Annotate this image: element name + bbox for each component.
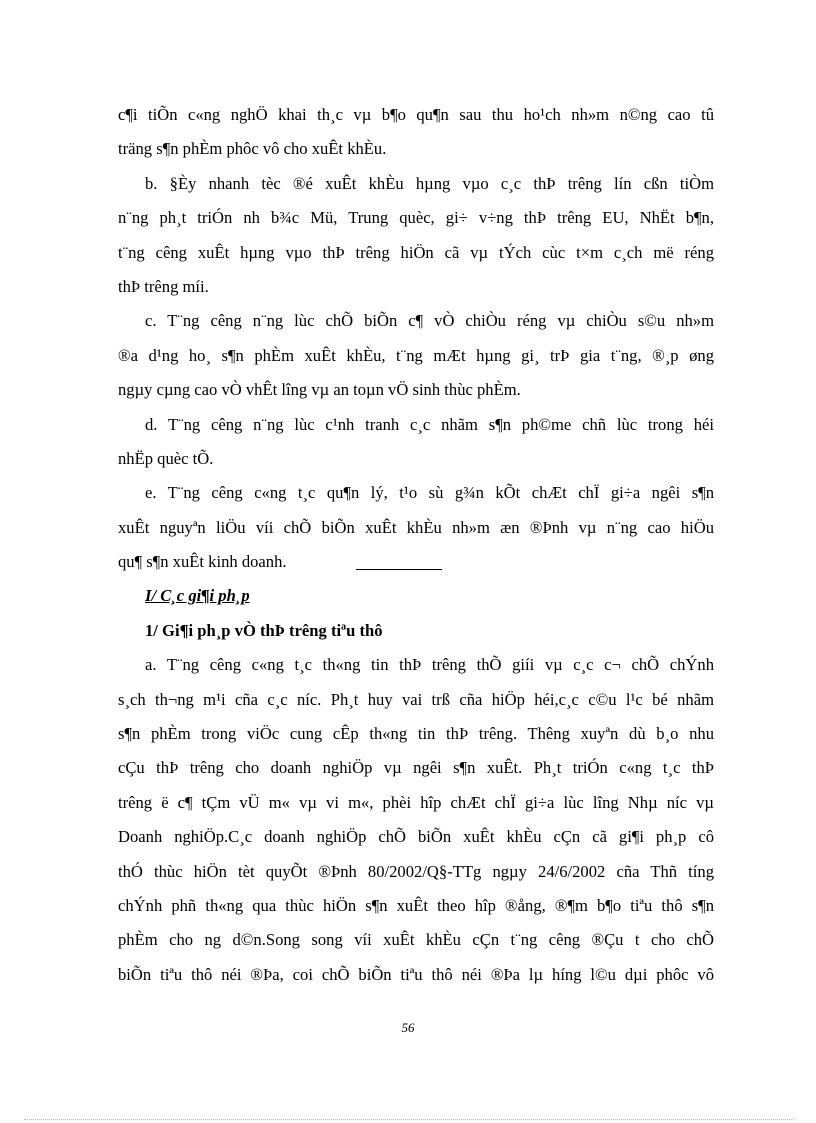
paragraph-line: [118, 98, 714, 132]
line-text: phÈm cho ng d©n.Song song víi xuÊt khÈu cÇn t¨ng cêng ®Çu t cho chÕ: [118, 930, 714, 950]
section-heading: [118, 579, 714, 613]
line-text: s¸ch th¬ng m¹i cña c¸c níc. Ph¸t huy vai trß cña hiÖp héi,c¸c c©u l¹c bé nhãm: [118, 689, 714, 709]
paragraph-line: [118, 648, 714, 682]
paragraph-line: [118, 683, 714, 717]
paragraph-line: [118, 339, 714, 373]
paragraph-line: [118, 236, 714, 270]
page-number: 56: [401, 1020, 415, 1035]
paragraph-line: [118, 855, 714, 889]
line-text: thÞ trêng míi.: [118, 276, 209, 296]
line-text: a. T¨ng cêng c«ng t¸c th«ng tin thÞ trêng thÕ giíi vµ c¸c c¬ chÕ chÝnh: [145, 655, 714, 675]
line-text: cÇu thÞ trêng cho doanh nghiÖp vµ ngêi s¶n xuÊt. Ph¸t triÓn c«ng t¸c thÞ: [118, 758, 714, 778]
paragraph-line: [118, 373, 714, 407]
line-text: ®a d¹ng ho¸ s¶n phÈm xuÊt khÈu, t¨ng mÆt hµng gi¸ trÞ gia t¨ng, ®¸p øng: [118, 345, 714, 365]
paragraph-line: [118, 889, 714, 923]
line-text: qu¶ s¶n xuÊt kinh doanh.: [118, 552, 287, 572]
page-bottom-edge: [24, 1119, 794, 1120]
paragraph-line: [118, 201, 714, 235]
paragraph-line: [118, 408, 714, 442]
horizontal-rule: [356, 569, 442, 570]
subsection-heading: [118, 614, 714, 648]
paragraph-line: [118, 132, 714, 166]
line-text: träng s¶n phÈm phôc vô cho xuÊt khÈu.: [118, 139, 387, 159]
section-heading-text: I/ C¸c gi¶i ph¸p: [145, 586, 250, 606]
paragraph-line: [118, 923, 714, 957]
line-text: biÕn tiªu thô néi ®Þa, coi chÕ biÕn tiªu thô néi ®Þa lµ híng l©u dµi phôc vô: [118, 964, 714, 984]
line-text: nhËp quèc tÕ.: [118, 448, 214, 468]
subsection-heading-text: 1/ Gi¶i ph¸p vÒ thÞ trêng tiªu thô: [145, 620, 383, 640]
line-text: c¶i tiÕn c«ng nghÖ khai th¸c vµ b¶o qu¶n sau thu ho¹ch nh»m n©ng cao tû: [118, 105, 714, 124]
line-text: n¨ng ph¸t triÓn nh b¾c Mü, Trung quèc, gi÷ v÷ng thÞ trêng EU, NhËt b¶n,: [118, 208, 714, 228]
paragraph-line: [118, 786, 714, 820]
line-text: trêng ë c¶ tÇm vÜ m« vµ vi m«, phèi hîp chÆt chÏ gi÷a lùc lîng Nhµ níc vµ: [118, 792, 714, 812]
paragraph-line: [118, 304, 714, 338]
line-text: chÝnh phñ th«ng qua thùc hiÖn s¶n xuÊt theo hîp ®ång, ®¶m b¶o tiªu thô s¶n: [118, 895, 714, 915]
line-text: ngµy cµng cao vÒ vhÊt lîng vµ an toµn vÖ sinh thùc phÈm.: [118, 380, 521, 400]
line-text: s¶n phÈm trong viÖc cung cÊp th«ng tin thÞ trêng. Thêng xuyªn dù b¸o nhu: [118, 724, 714, 744]
paragraph-line: [118, 717, 714, 751]
paragraph-line: [118, 751, 714, 785]
line-text: xuÊt nguyªn liÖu víi chÕ biÕn xuÊt khÈu nh»m æn ®Þnh vµ n¨ng cao hiÖu: [118, 517, 714, 537]
paragraph-line: [118, 511, 714, 545]
line-text: t¨ng cêng xuÊt hµng vµo thÞ trêng hiÖn cã vµ tÝch cùc t×m c¸ch më réng: [118, 242, 714, 262]
line-text: e. T¨ng cêng c«ng t¸c qu¶n lý, t¹o sù g¾n kÕt chÆt chÏ gi÷a ngêi s¶n: [145, 483, 714, 503]
body-text: [118, 98, 714, 992]
paragraph-line: [118, 476, 714, 510]
paragraph-line: [118, 442, 714, 476]
line-text: c. T¨ng cêng n¨ng lùc chÕ biÕn c¶ vÒ chiÒu réng vµ chiÒu s©u nh»m: [145, 311, 714, 331]
paragraph-line: [118, 958, 714, 992]
line-text: b. §Èy nhanh tèc ®é xuÊt khÈu hµng vµo c¸c thÞ trêng lín cßn tiÒm: [145, 173, 714, 193]
line-text: d. T¨ng cêng n¨ng lùc c¹nh tranh c¸c nhãm s¶n ph©me chñ lùc trong héi: [145, 414, 714, 434]
paragraph-line: [118, 270, 714, 304]
paragraph-line: [118, 545, 714, 579]
line-text: Doanh nghiÖp.C¸c doanh nghiÖp chÕ biÕn xuÊt khÈu cÇn cã gi¶i ph¸p cô: [118, 827, 714, 847]
line-text: thÓ thùc hiÖn tèt quyÕt ®Þnh 80/2002/Q§-TTg ngµy 24/6/2002 cña Thñ tíng: [118, 861, 714, 881]
paragraph-line: [118, 167, 714, 201]
paragraph-line: [118, 820, 714, 854]
